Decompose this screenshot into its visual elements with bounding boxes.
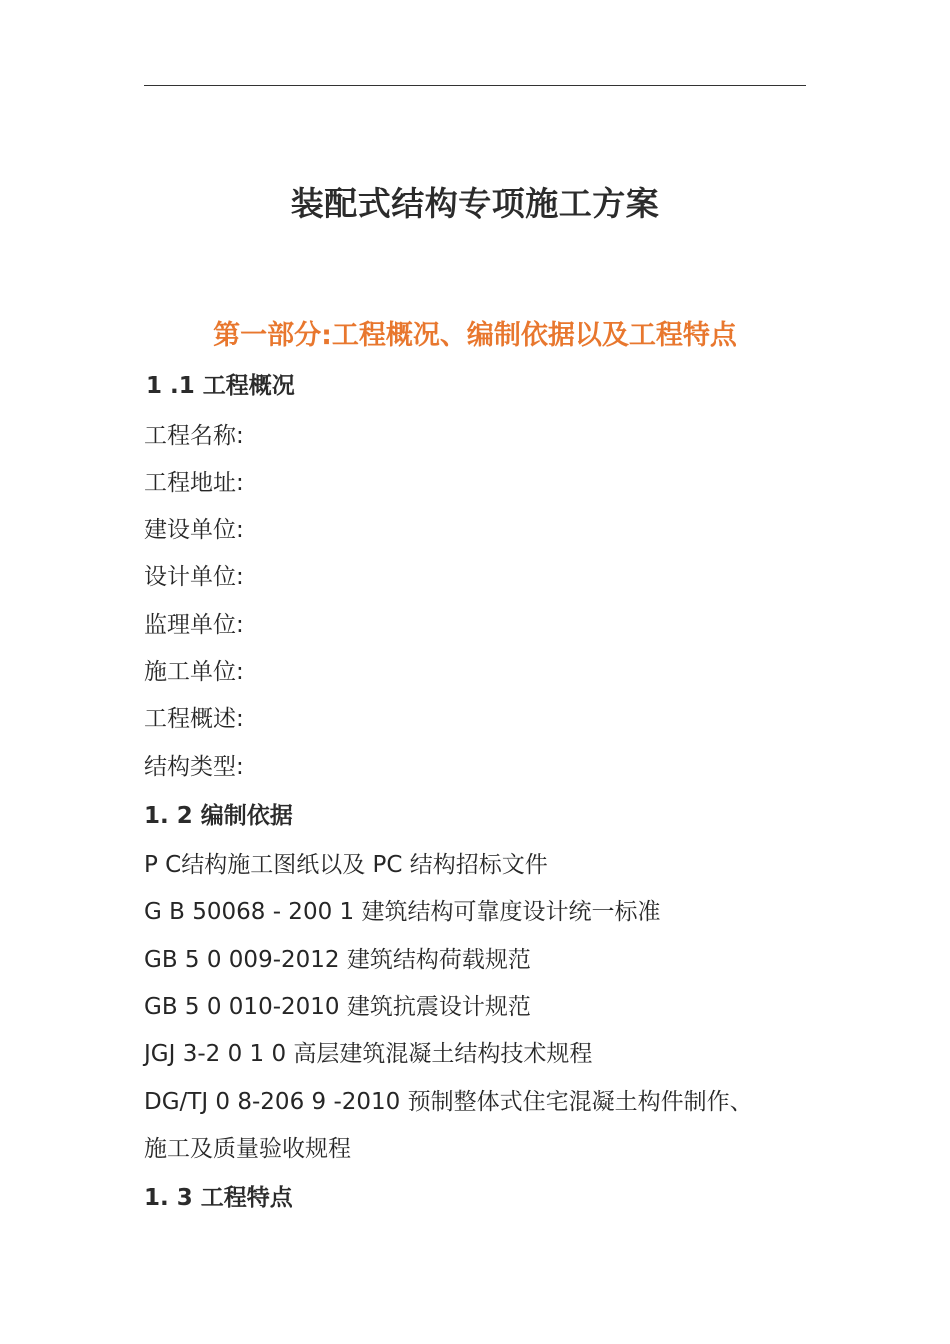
section-heading-1-3: 1. 3 工程特点	[144, 1185, 293, 1211]
field-project-address: 工程地址:	[144, 470, 244, 496]
basis-item: JGJ 3-2 0 1 0 高层建筑混凝土结构技术规程	[144, 1041, 593, 1067]
basis-item: GB 5 0 010-2010 建筑抗震设计规范	[144, 994, 531, 1020]
field-project-name: 工程名称:	[144, 423, 244, 449]
field-client: 建设单位:	[144, 517, 244, 543]
field-contractor: 施工单位:	[144, 659, 244, 685]
field-overview: 工程概述:	[144, 706, 244, 732]
field-designer: 设计单位:	[144, 564, 244, 590]
basis-item: G B 50068 - 200 1 建筑结构可靠度设计统一标准	[144, 899, 661, 925]
section-heading-1-2: 1. 2 编制依据	[144, 803, 293, 829]
part-heading: 第一部分:工程概况、编制依据以及工程特点	[213, 320, 737, 351]
header-rule	[144, 85, 806, 86]
basis-item: GB 5 0 009-2012 建筑结构荷载规范	[144, 947, 531, 973]
basis-item: P C结构施工图纸以及 PC 结构招标文件	[144, 852, 548, 878]
section-heading-1-1: 1 .1 工程概况	[146, 373, 295, 399]
field-structure-type: 结构类型:	[144, 754, 244, 780]
basis-item: DG/TJ 0 8-206 9 -2010 预制整体式住宅混凝土构件制作、	[144, 1089, 753, 1115]
document-title: 装配式结构专项施工方案	[290, 184, 660, 223]
basis-item-continued: 施工及质量验收规程	[144, 1136, 351, 1162]
field-supervisor: 监理单位:	[144, 612, 244, 638]
